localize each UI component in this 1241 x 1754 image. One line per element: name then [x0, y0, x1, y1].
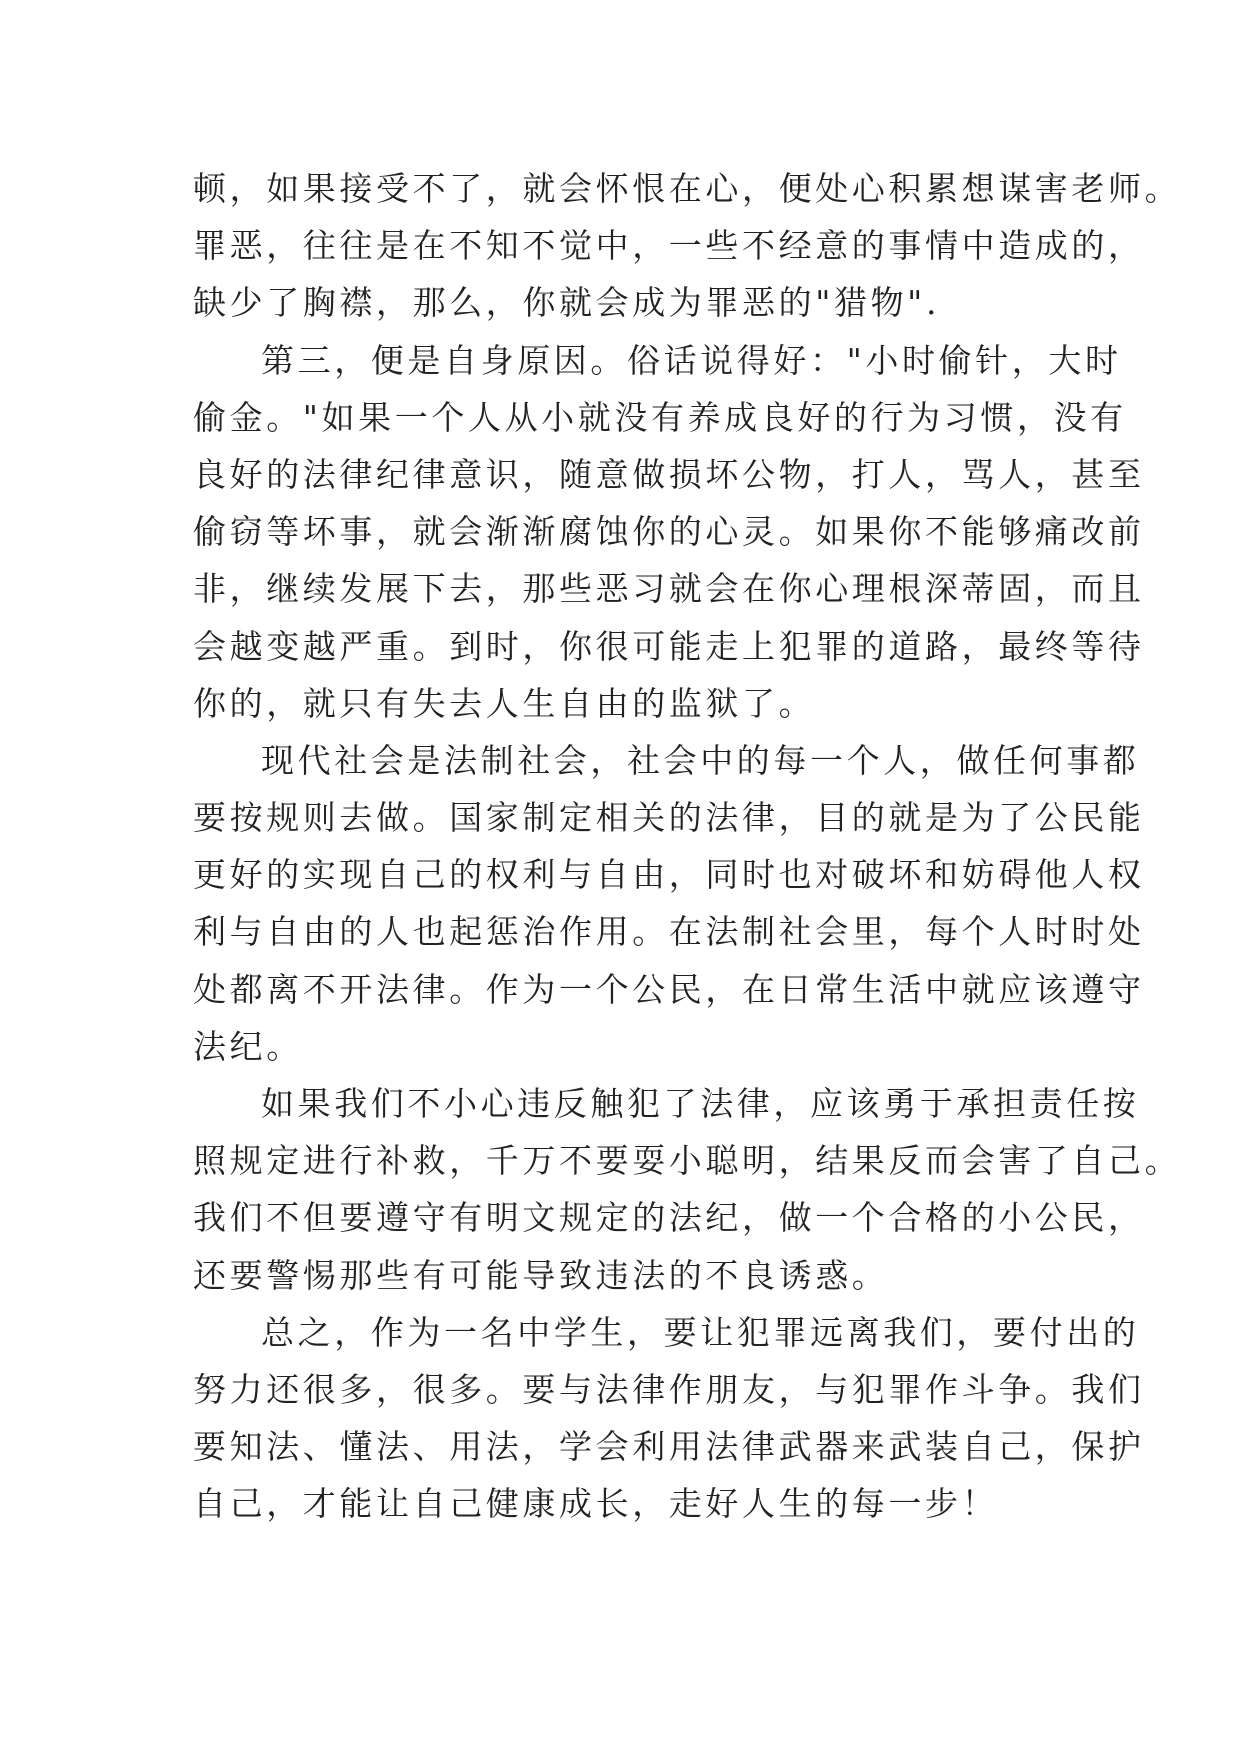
- paragraph-first-line: 总之，作为一名中学生，要让犯罪远离我们，要付出的: [261, 1312, 1140, 1352]
- text-line: 顿，如果接受不了，就会怀恨在心，便处心积累想谋害老师。: [193, 169, 1182, 208]
- text-line: 照规定进行补救，千万不要耍小聪明，结果反而会害了自己。: [193, 1141, 1182, 1181]
- text-line: 要按规则去做。国家制定相关的法律，目的就是为了公民能: [193, 798, 1145, 838]
- paragraph-first-line: 如果我们不小心违反触犯了法律，应该勇于承担责任按: [261, 1084, 1140, 1123]
- text-line: 良好的法律纪律意识，随意做损坏公物，打人，骂人，甚至: [193, 454, 1145, 494]
- text-line: 更好的实现自己的权利与自由，同时也对破坏和妨碍他人权: [193, 855, 1145, 895]
- text-line: 我们不但要遵守有明文规定的法纪，做一个合格的小公民，: [193, 1198, 1145, 1238]
- text-line: 会越变越严重。到时，你很可能走上犯罪的道路，最终等待: [193, 626, 1145, 666]
- text-line: 还要警惕那些有可能导致违法的不良诱惑。: [193, 1255, 889, 1295]
- paragraph-first-line: 第三，便是自身原因。俗话说得好："小时偷针，大时: [261, 340, 1122, 380]
- text-line: 法纪。: [193, 1026, 303, 1066]
- text-line: 努力还很多，很多。要与法律作朋友，与犯罪作斗争。我们: [193, 1369, 1145, 1409]
- paragraph-first-line: 现代社会是法制社会，社会中的每一个人，做任何事都: [261, 740, 1140, 780]
- text-line: 你的，就只有失去人生自由的监狱了。: [193, 683, 816, 723]
- text-line: 处都离不开法律。作为一个公民，在日常生活中就应该遵守: [193, 969, 1145, 1009]
- document-body: [193, 160, 1182, 1533]
- text-line: 罪恶，往往是在不知不觉中，一些不经意的事情中造成的，: [193, 226, 1145, 266]
- text-line: 非，继续发展下去，那些恶习就会在你心理根深蒂固，而且: [193, 569, 1145, 609]
- text-line: 要知法、懂法、用法，学会利用法律武器来武装自己，保护: [193, 1427, 1145, 1467]
- text-line: 缺少了胸襟，那么，你就会成为罪恶的"猎物".: [193, 283, 941, 323]
- text-line: 偷窃等坏事，就会渐渐腐蚀你的心灵。如果你不能够痛改前: [193, 512, 1145, 552]
- text-line: 自己，才能让自己健康成长，走好人生的每一步！: [193, 1484, 999, 1524]
- text-line: 偷金。"如果一个人从小就没有养成良好的行为习惯，没有: [193, 397, 1127, 437]
- text-line: 利与自由的人也起惩治作用。在法制社会里，每个人时时处: [193, 912, 1145, 952]
